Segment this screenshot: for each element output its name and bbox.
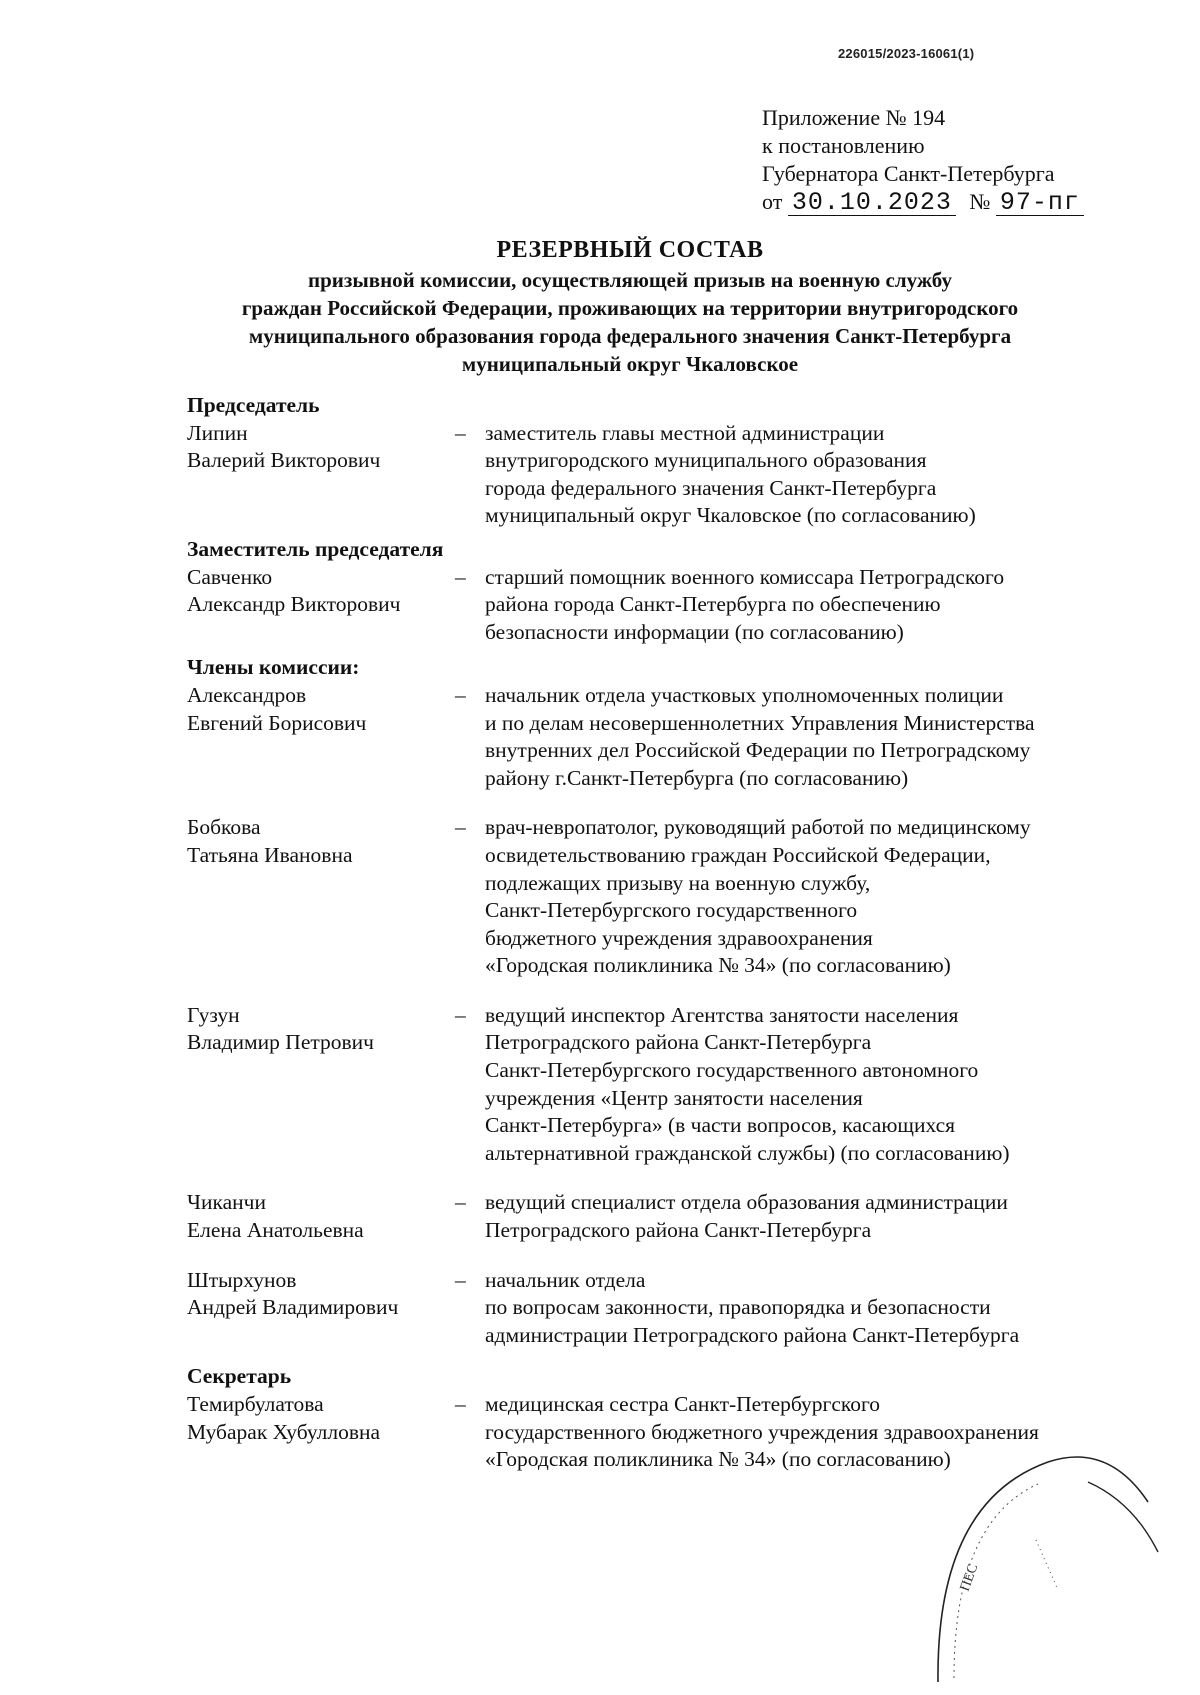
member-name — [187, 1267, 455, 1350]
dash-separator: – — [455, 420, 466, 445]
member-name — [187, 564, 455, 647]
number-prefix: № — [969, 189, 991, 214]
member-entry — [187, 1002, 1127, 1168]
member-position-line: Санкт-Петербурга» (в части вопросов, касающихся — [485, 1113, 956, 1138]
document-subtitle-line: муниципального образования города федерального значения Санкт-Петербурга — [248, 324, 1012, 348]
member-position-line: внутригородского муниципального образования — [485, 448, 927, 473]
decree-date: 30.10.2023 — [788, 191, 956, 216]
member-position — [485, 1002, 1127, 1168]
member-position-line: района города Санкт-Петербурга по обеспечению — [485, 592, 941, 617]
member-position-line: и по делам несовершеннолетних Управления Министерства — [485, 710, 1035, 735]
member-entry — [187, 1267, 1127, 1350]
member-entry — [187, 420, 1127, 530]
member-entry — [187, 1189, 1127, 1244]
member-name — [187, 814, 455, 980]
role-heading: Члены комиссии: — [187, 655, 360, 680]
member-position — [485, 1267, 1127, 1350]
annex-number: Приложение № 194 — [762, 105, 946, 130]
member-position-line: учреждения «Центр занятости населения — [485, 1085, 863, 1110]
member-name-line: Гузун — [187, 1002, 240, 1027]
member-position-line: начальник отдела — [485, 1267, 646, 1292]
title-block — [160, 234, 1100, 378]
member-position-line: внутренних дел Российской Федерации по Петроградскому — [485, 738, 1031, 763]
dash-separator: – — [455, 1002, 466, 1027]
annex-block — [762, 104, 1092, 216]
member-position-line: Санкт-Петербургского государственного — [485, 898, 858, 923]
member-position — [485, 564, 1127, 647]
member-name-line: Штырхунов — [187, 1267, 297, 1292]
member-position-line: бюджетного учреждения здравоохранения — [485, 925, 873, 950]
member-position-line: по вопросам законности, правопорядка и безопасности — [485, 1295, 991, 1320]
member-position — [485, 814, 1127, 980]
member-position — [485, 1189, 1127, 1244]
member-name-line: Андрей Владимирович — [187, 1295, 399, 1320]
member-name-line: Александров — [187, 682, 307, 707]
member-position-line: подлежащих призыву на военную службу, — [485, 870, 871, 895]
member-entry — [187, 682, 1127, 792]
document-subtitle-line: граждан Российской Федерации, проживающих на территории внутригородского — [241, 296, 1019, 320]
member-name — [187, 1002, 455, 1168]
member-position-line: старший помощник военного комиссара Петроградского — [485, 564, 1005, 589]
member-entry — [187, 564, 1127, 647]
member-entry — [187, 814, 1127, 980]
dash-separator: – — [455, 815, 466, 840]
member-position-line: альтернативной гражданской службы) (по согласованию) — [485, 1140, 1010, 1165]
member-position-line: начальник отдела участковых уполномоченных полиции — [485, 682, 1004, 707]
dash-separator: – — [455, 682, 466, 707]
member-position-line: Петроградского района Санкт-Петербурга — [485, 1218, 872, 1243]
member-name-line: Владимир Петрович — [187, 1030, 374, 1055]
annex-reference: к постановлению — [762, 133, 925, 158]
member-position-line: Петроградского района Санкт-Петербурга — [485, 1030, 872, 1055]
annex-issuer: Губернатора Санкт-Петербурга — [762, 161, 1055, 186]
member-name-line: Темирбулатова — [187, 1392, 324, 1416]
document-title: РЕЗЕРВНЫЙ СОСТАВ — [496, 237, 764, 263]
decree-number: 97-пг — [996, 191, 1084, 216]
member-name-line: Александр Викторович — [187, 592, 401, 617]
member-position-line: «Городская поликлиника № 34» (по согласованию) — [485, 1447, 951, 1472]
stamp-text: ПЕС — [957, 1561, 982, 1594]
member-position-line: муниципальный округ Чкаловское (по согласованию) — [485, 503, 976, 528]
official-stamp-seal — [918, 1442, 1178, 1692]
member-position-line: безопасности информации (по согласованию) — [485, 619, 904, 644]
member-position-line: району г.Санкт-Петербурга (по согласованию) — [485, 765, 909, 790]
member-position-line: «Городская поликлиника № 34» (по согласованию) — [485, 953, 951, 978]
member-name-line: Татьяна Ивановна — [187, 842, 353, 867]
date-prefix: от — [762, 189, 783, 214]
role-heading: Заместитель председателя — [187, 536, 444, 561]
member-name-line: Валерий Викторович — [187, 448, 381, 473]
annex-date-line — [762, 188, 1092, 216]
member-position-line: Санкт-Петербургского государственного автономного — [485, 1058, 979, 1083]
member-position — [485, 420, 1127, 530]
role-heading: Председатель — [187, 393, 320, 417]
member-position — [485, 682, 1127, 792]
member-name — [187, 1189, 455, 1244]
member-position-line: медицинская сестра Санкт-Петербургского — [485, 1392, 881, 1416]
member-name-line: Савченко — [187, 564, 273, 589]
member-name-line: Бобкова — [187, 815, 261, 840]
member-name-line: Чиканчи — [187, 1190, 266, 1215]
member-name-line: Мубарак Хубулловна — [187, 1419, 381, 1444]
dash-separator: – — [455, 1392, 466, 1416]
dash-separator: – — [455, 1267, 466, 1292]
dash-separator: – — [455, 564, 466, 589]
member-position-line: врач-невропатолог, руководящий работой по медицинскому — [485, 815, 1031, 840]
dash-separator: – — [455, 1190, 466, 1215]
member-name — [187, 1391, 455, 1474]
commission-roster — [187, 392, 1127, 1474]
role-heading: Секретарь — [187, 1364, 292, 1389]
document-id: 226015/2023-16061(1) — [838, 46, 975, 61]
document-subtitle-line: призывной комиссии, осуществляющей призыв на военную службу — [308, 268, 952, 292]
member-position-line: ведущий инспектор Агентства занятости населения — [485, 1002, 959, 1027]
member-position-line: администрации Петроградского района Санкт-Петербурга — [485, 1322, 1020, 1347]
member-name-line: Евгений Борисович — [187, 710, 367, 735]
member-position-line: государственного бюджетного учреждения здравоохранения — [485, 1419, 1039, 1444]
member-name — [187, 420, 455, 530]
member-position-line: освидетельствованию граждан Российской Федерации, — [485, 842, 991, 867]
member-position-line: города федерального значения Санкт-Петербурга — [485, 475, 937, 500]
member-position-line: заместитель главы местной администрации — [485, 420, 885, 445]
member-name-line: Елена Анатольевна — [187, 1218, 364, 1243]
document-subtitle-line: муниципальный округ Чкаловское — [461, 352, 799, 376]
member-name-line: Липин — [187, 420, 248, 445]
member-name — [187, 682, 455, 792]
member-position-line: ведущий специалист отдела образования администрации — [485, 1190, 1008, 1215]
